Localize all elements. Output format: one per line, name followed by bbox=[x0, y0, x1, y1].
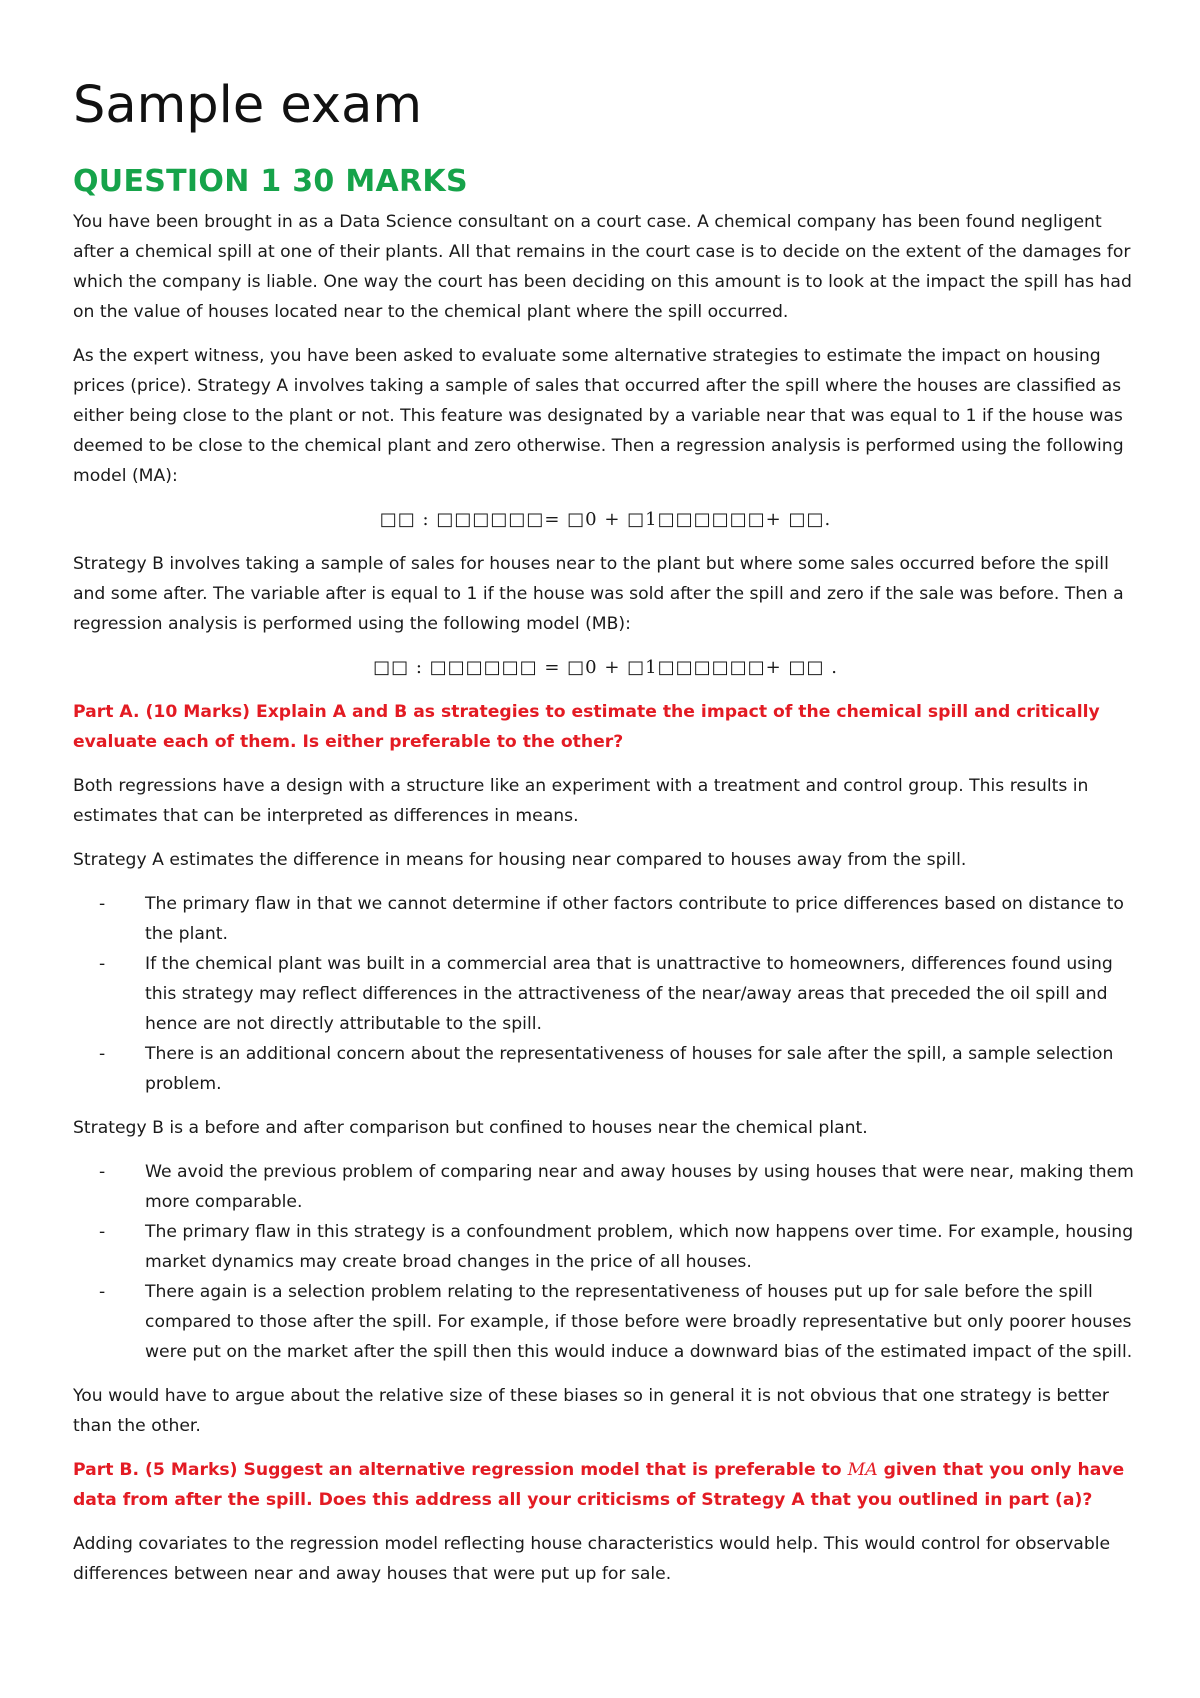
part-a-paragraph-3: Strategy B is a before and after comparison but confined to houses near the chemical plant. bbox=[73, 1118, 868, 1139]
strategy-a-bullet-list bbox=[73, 889, 1138, 1099]
part-b-question-pre: Part B. (5 Marks) Suggest an alternative regression model that is preferable to bbox=[73, 1460, 848, 1481]
bullet-item: - The primary flaw in this strategy is a confoundment problem, which now happens over time. For example, housing market dynamics may create broad changes in the price of all houses. bbox=[73, 1217, 1138, 1277]
bullet-item: - The primary flaw in that we cannot determine if other factors contribute to price differences based on distance to the plant. bbox=[73, 889, 1138, 949]
part-b-question-post: given that you only have data from after the spill. Does this address all your criticisms of Strategy A that you outlined in part (a)? bbox=[73, 1460, 1125, 1511]
part-b-paragraph-1: Adding covariates to the regression model reflecting house characteristics would help. This would control for observable differences between near and away houses that were put up for sale. bbox=[73, 1534, 1111, 1585]
intro-paragraph-3: Strategy B involves taking a sample of sales for houses near to the plant but where some sales occurred before the spill and some after. The variable after is equal to 1 if the house was sold after the spill and zero if the sale was before. Then a regression analysis is performed using the following model (MB): bbox=[73, 554, 1124, 635]
part-a-paragraph-1: Both regressions have a design with a structure like an experiment with a treatment and control group. This results in estimates that can be interpreted as differences in means. bbox=[73, 776, 1089, 827]
bullet-item: - If the chemical plant was built in a commercial area that is unattractive to homeowners, differences found using this strategy may reflect differences in the attractiveness of the near/away areas that preceded the oil spill and hence are not directly attributable to the spill. bbox=[73, 949, 1138, 1039]
part-b-question bbox=[73, 1455, 1138, 1515]
formula-model-a: □□ : □□□□□□= □0 + □1□□□□□□+ □□. bbox=[379, 509, 832, 531]
question-heading: QUESTION 1 30 MARKS bbox=[73, 164, 468, 200]
part-a-paragraph-4: You would have to argue about the relative size of these biases so in general it is not obvious that one strategy is better than the other. bbox=[73, 1386, 1109, 1437]
part-a-paragraph-2: Strategy A estimates the difference in means for housing near compared to houses away from the spill. bbox=[73, 850, 967, 871]
document-title: Sample exam bbox=[73, 76, 423, 135]
strategy-b-bullet-list bbox=[73, 1157, 1138, 1367]
bullet-item: - There again is a selection problem relating to the representativeness of houses put up for sale before the spill compared to those after the spill. For example, if those before were broadly representative but only poorer houses were put on the market after the spill then this would induce a downward bias of the estimated impact of the spill. bbox=[73, 1277, 1138, 1367]
part-a-question: Part A. (10 Marks) Explain A and B as strategies to estimate the impact of the chemical spill and critically evaluate each of them. Is either preferable to the other? bbox=[73, 702, 1100, 753]
bullet-item: - There is an additional concern about the representativeness of houses for sale after the spill, a sample selection problem. bbox=[73, 1039, 1138, 1099]
formula-model-b: □□ : □□□□□□ = □0 + □1□□□□□□+ □□ . bbox=[373, 657, 838, 679]
part-b-math-ma: MA bbox=[847, 1460, 878, 1481]
bullet-item: - We avoid the previous problem of comparing near and away houses by using houses that were near, making them more comparable. bbox=[73, 1157, 1138, 1217]
intro-paragraph-2: As the expert witness, you have been asked to evaluate some alternative strategies to estimate the impact on housing prices (price). Strategy A involves taking a sample of sales that occurred after the spill where the houses are classified as either being close to the plant or not. This feature was designated by a variable near that was equal to 1 if the house was deemed to be close to the chemical plant and zero otherwise. Then a regression analysis is performed using the following model (MA): bbox=[73, 346, 1124, 487]
intro-paragraph-1: You have been brought in as a Data Science consultant on a court case. A chemical company has been found negligent after a chemical spill at one of their plants. All that remains in the court case is to decide on the extent of the damages for which the company is liable. One way the court has been deciding on this amount is to look at the impact the spill has had on the value of houses located near to the chemical plant where the spill occurred. bbox=[73, 212, 1132, 323]
